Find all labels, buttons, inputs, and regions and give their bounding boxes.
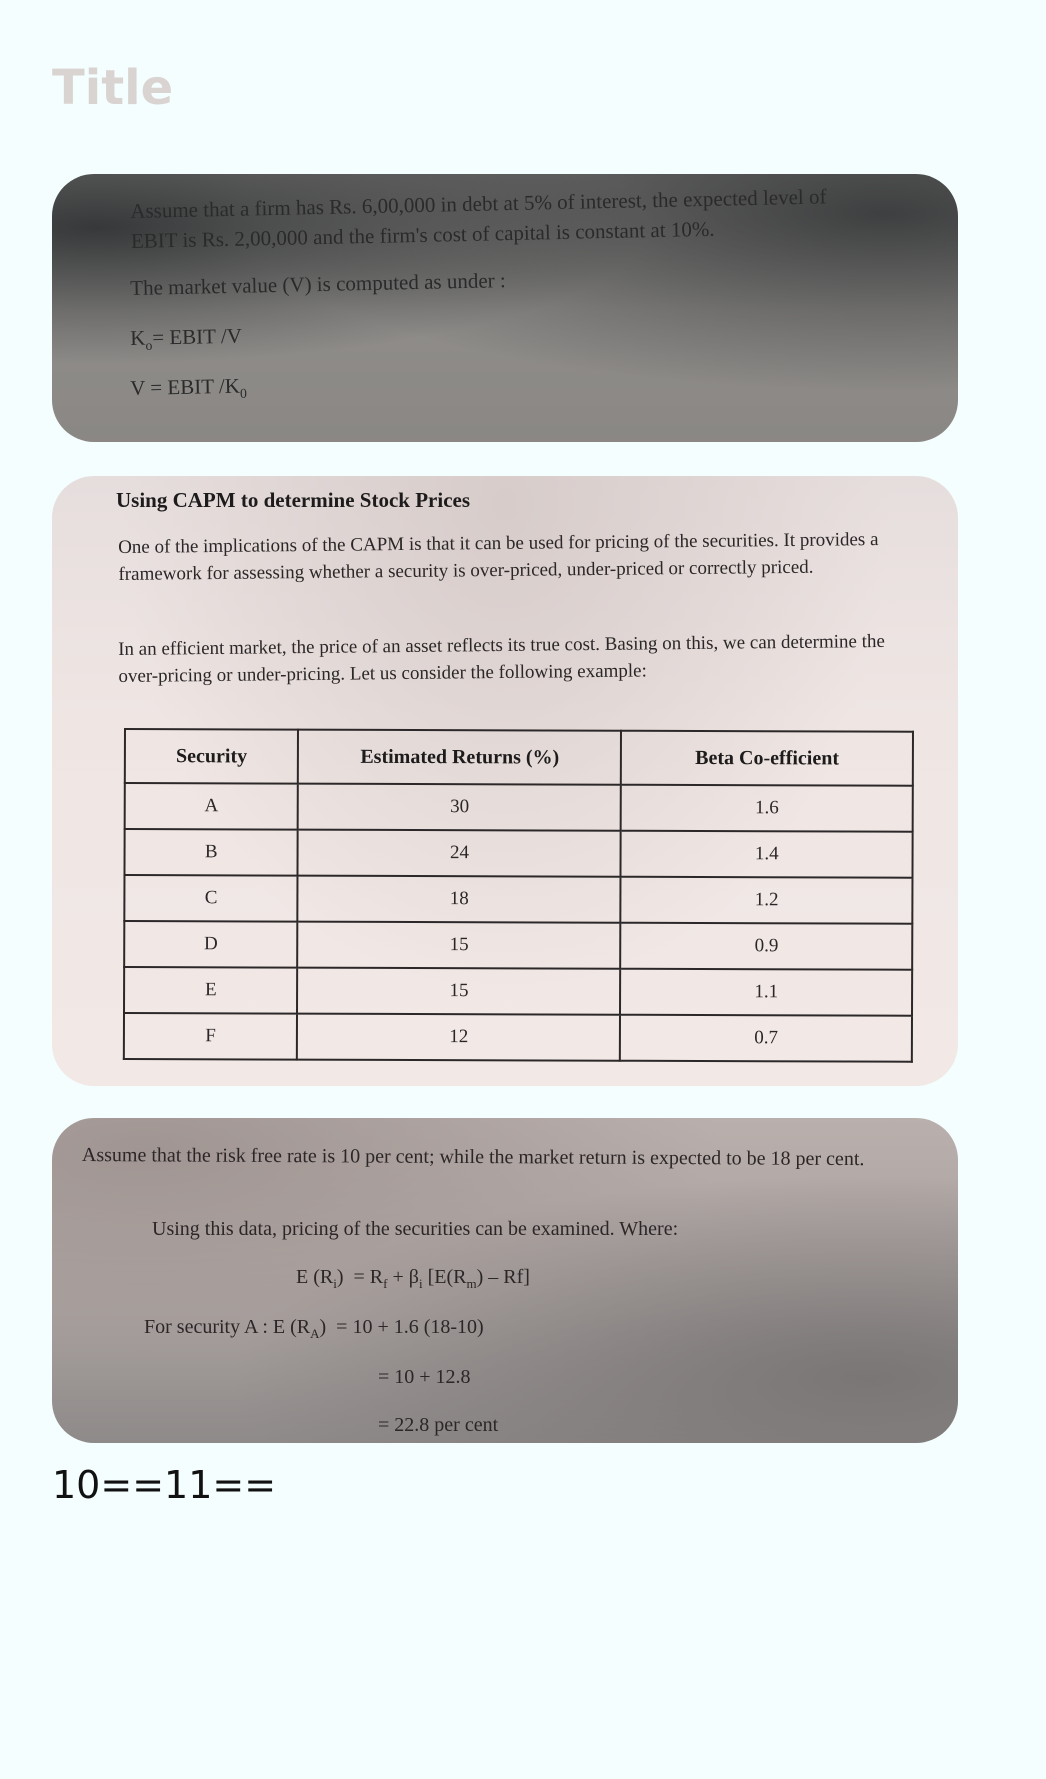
security-a-result: = 22.8 per cent bbox=[378, 1414, 499, 1436]
risk-free-assumption-text: Assume that the risk free rate is 10 per cent; while the market return is expected to be 18 per cent. bbox=[81, 1144, 865, 1171]
cell-beta: 1.4 bbox=[621, 831, 913, 878]
cell-security: D bbox=[124, 921, 298, 968]
ko-rhs: = EBIT /V bbox=[151, 323, 243, 350]
header-security: Security bbox=[125, 729, 299, 784]
formula-rhs-2-sub: i bbox=[418, 1276, 423, 1291]
formula-rhs-1: = R bbox=[353, 1266, 384, 1288]
formula-rhs-1-sub: f bbox=[383, 1276, 388, 1291]
ko-formula bbox=[130, 324, 242, 355]
formula-lhs-close: ) bbox=[336, 1266, 344, 1288]
security-a-formula bbox=[144, 1316, 484, 1342]
cell-security: A bbox=[125, 783, 299, 830]
cell-security: E bbox=[124, 967, 298, 1014]
table-header-row bbox=[125, 729, 913, 786]
table-row bbox=[124, 967, 912, 1016]
ko-symbol: K bbox=[130, 325, 146, 350]
capm-paragraph-1: One of the implications of the CAPM is that it can be used for pricing of the securities. It provides a framework for assessing whether a security is over-priced, under-priced or correctly priced. bbox=[118, 529, 879, 585]
capm-general-formula bbox=[296, 1266, 530, 1292]
capm-paragraph-2: In an efficient market, the price of an asset reflects its true cost. Basing on this, we can determine the over-pricing or under-pricing. Let us consider the following example: bbox=[118, 630, 885, 687]
table-row bbox=[124, 1013, 912, 1062]
cell-security: C bbox=[124, 875, 298, 922]
cell-return: 24 bbox=[298, 830, 621, 877]
cell-beta: 1.1 bbox=[620, 969, 912, 1016]
formula-rhs-4: ) – Rf] bbox=[476, 1266, 530, 1288]
cell-return: 15 bbox=[297, 968, 620, 1015]
formula-rhs-3-sub: m bbox=[466, 1276, 477, 1291]
cell-beta: 0.7 bbox=[620, 1015, 912, 1062]
footer-text: 10==11== bbox=[52, 1463, 277, 1507]
security-a-prefix-close: ) bbox=[319, 1316, 327, 1338]
formula-rhs-2: + β bbox=[387, 1266, 419, 1288]
formula-lhs-sub: i bbox=[333, 1276, 337, 1291]
formula-lhs: E (R bbox=[296, 1266, 334, 1288]
securities-table bbox=[123, 728, 914, 1063]
cell-return: 15 bbox=[298, 922, 621, 969]
photo-card-ebit-example[interactable] bbox=[52, 174, 958, 442]
cell-beta: 1.2 bbox=[621, 877, 913, 924]
ko-subscript: o bbox=[145, 337, 153, 353]
table-row bbox=[124, 921, 912, 970]
security-a-sub: A bbox=[310, 1326, 320, 1341]
ebit-assumption-line: Assume that a firm has Rs. 6,00,000 in debt at 5% of interest, the expected level of EBIT is Rs. 2,00,000 and the firm's cost of capital is constant at 10%. bbox=[130, 184, 827, 253]
cell-return: 12 bbox=[297, 1014, 620, 1061]
v-formula bbox=[130, 374, 247, 405]
header-beta-coefficient: Beta Co-efficient bbox=[621, 731, 913, 786]
v-formula-text: V = EBIT /K bbox=[130, 373, 241, 400]
security-a-rhs: = 10 + 1.6 (18-10) bbox=[336, 1316, 484, 1338]
cell-security: F bbox=[124, 1013, 298, 1060]
formula-rhs-3: [E(R bbox=[422, 1266, 467, 1288]
capm-heading: Using CAPM to determine Stock Prices bbox=[116, 488, 471, 512]
photo-card-capm-table[interactable] bbox=[52, 476, 958, 1086]
pricing-intro: Using this data, pricing of the securities can be examined. Where: bbox=[152, 1218, 679, 1240]
risk-free-assumption bbox=[82, 1140, 922, 1174]
security-a-prefix: For security A : E (R bbox=[144, 1316, 311, 1338]
table-row bbox=[124, 875, 912, 924]
cell-security: B bbox=[124, 829, 298, 876]
v-formula-subscript: 0 bbox=[239, 385, 248, 401]
photo-card-capm-calculation[interactable] bbox=[52, 1118, 958, 1443]
table-row bbox=[125, 783, 913, 832]
header-estimated-returns: Estimated Returns (%) bbox=[298, 730, 621, 785]
security-a-step-2: = 10 + 12.8 bbox=[378, 1366, 471, 1388]
ebit-assumption-text bbox=[130, 181, 851, 256]
market-value-intro: The market value (V) is computed as under : bbox=[130, 268, 506, 300]
table-row bbox=[124, 829, 912, 878]
cell-return: 30 bbox=[298, 784, 621, 831]
page-title: Title bbox=[52, 60, 174, 116]
cell-return: 18 bbox=[298, 876, 621, 923]
cell-beta: 0.9 bbox=[621, 923, 913, 970]
cell-beta: 1.6 bbox=[621, 785, 913, 832]
